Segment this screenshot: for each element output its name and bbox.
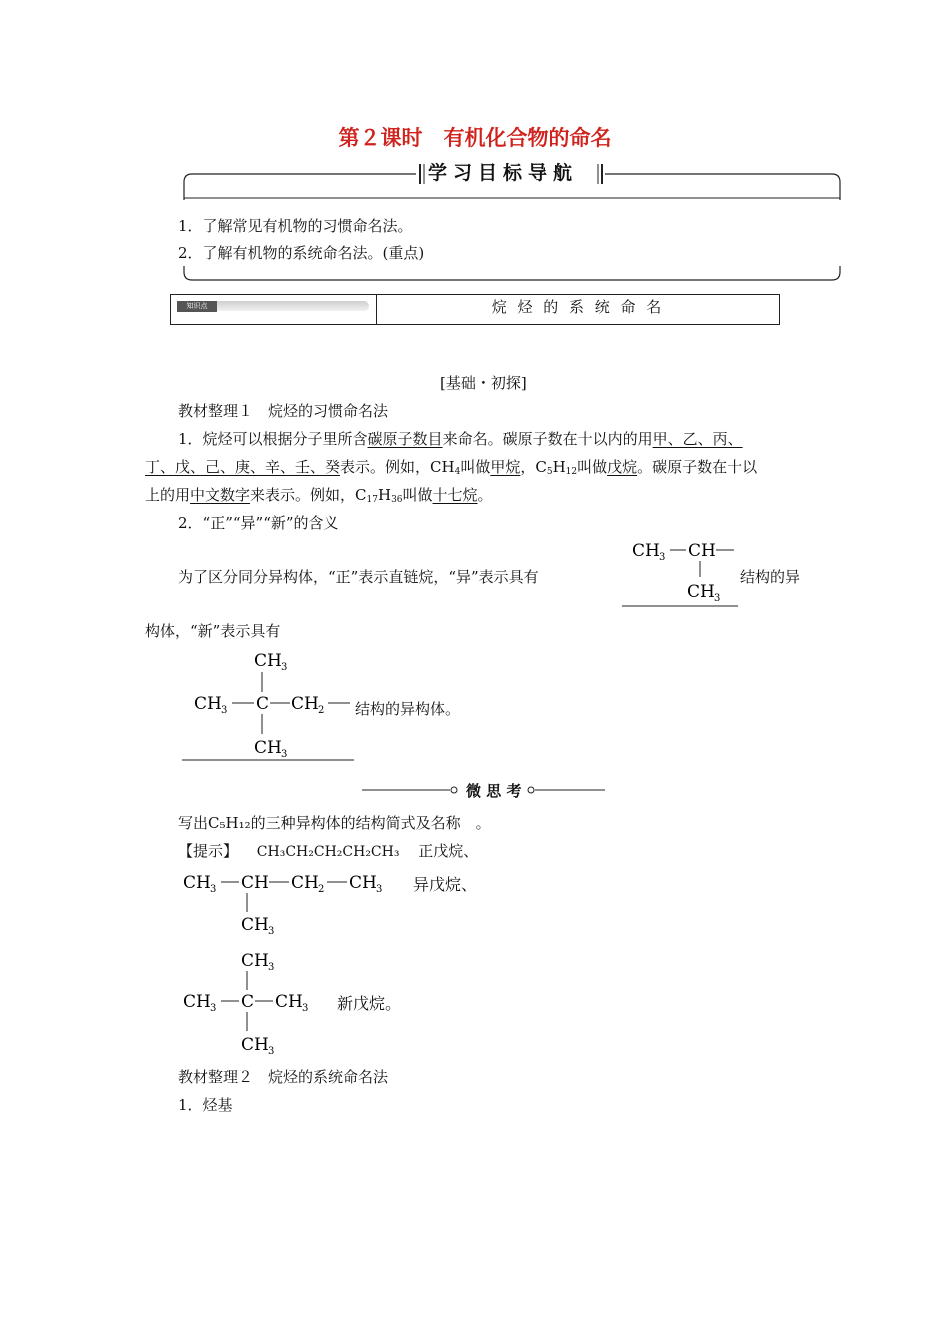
knowledge-tab-label: 知识点 <box>177 301 217 312</box>
iso-structure <box>620 535 740 610</box>
svg-text:CH: CH <box>241 915 269 935</box>
hint-label: 【提示】 <box>178 842 239 860</box>
svg-text:CH: CH <box>291 694 319 714</box>
page-title: 第２课时 有机化合物的命名 <box>338 126 612 150</box>
knowledge-tab-cell <box>171 295 377 324</box>
svg-text:3: 3 <box>268 1046 275 1057</box>
isopentane-structure <box>175 862 415 938</box>
svg-text:C: C <box>241 992 255 1012</box>
svg-text:3: 3 <box>714 593 721 604</box>
svg-text:3: 3 <box>268 926 275 937</box>
textbook-section-2: 教材整理２ 烷烃的系统命名法 <box>178 1068 389 1086</box>
objective-item: 2．了解有机物的系统命名法。(重点) <box>178 244 425 262</box>
tab-bar-decoration <box>217 301 369 311</box>
paragraph-line: 上的用中文数字来表示。例如，$C_{17}H_{36}$叫做十七烷。 <box>145 486 493 505</box>
objective-item: 1．了解常见有机物的习惯命名法。 <box>178 217 413 235</box>
basic-label: [基础・初探] <box>440 374 527 392</box>
svg-text:CH: CH <box>275 992 303 1012</box>
svg-text:CH: CH <box>183 873 211 893</box>
svg-text:CH: CH <box>254 738 282 758</box>
objectives-header: 学习目标导航 <box>428 162 579 184</box>
svg-text:CH: CH <box>254 651 282 671</box>
neopentane-name: 新戊烷。 <box>337 994 402 1013</box>
hint-formula: CH₃CH₂CH₂CH₂CH₃ <box>256 844 400 860</box>
svg-text:CH: CH <box>688 541 716 561</box>
svg-text:3: 3 <box>210 1003 217 1014</box>
svg-text:CH: CH <box>241 1035 269 1055</box>
paragraph-line: 1．烷烃可以根据分子里所含碳原子数目来命名。碳原子数在十以内的用甲、乙、丙、 <box>178 430 743 448</box>
textbook-section-1: 教材整理１ 烷烃的习惯命名法 <box>178 402 389 420</box>
isopentane-name: 异戊烷、 <box>413 875 478 894</box>
svg-text:2: 2 <box>318 884 325 895</box>
svg-text:CH: CH <box>194 694 222 714</box>
svg-text:2: 2 <box>318 705 325 716</box>
svg-text:CH: CH <box>687 582 715 602</box>
svg-text:3: 3 <box>376 884 383 895</box>
neo-structure <box>180 642 360 764</box>
svg-text:3: 3 <box>659 552 666 563</box>
svg-text:CH: CH <box>241 873 269 893</box>
svg-text:C: C <box>256 694 270 714</box>
svg-text:3: 3 <box>281 749 288 760</box>
list-item: 1．烃基 <box>178 1096 233 1114</box>
svg-text:CH: CH <box>291 873 319 893</box>
paragraph-line-end: 结构的异 <box>740 568 801 586</box>
paragraph-line-end: 结构的异构体。 <box>355 700 461 718</box>
question-text: 写出C₅H₁₂的三种异构体的结构简式及名称 。 <box>178 814 491 832</box>
section-header-table <box>170 294 780 325</box>
svg-text:CH: CH <box>349 873 377 893</box>
svg-text:3: 3 <box>210 884 217 895</box>
svg-text:3: 3 <box>302 1003 309 1014</box>
svg-text:3: 3 <box>281 662 288 673</box>
paragraph-line: 构体，“新”表示具有 <box>145 622 281 640</box>
section-title: 烷 烃 的 系 统 命 名 <box>491 298 665 316</box>
svg-text:CH: CH <box>241 951 269 971</box>
hint-line <box>178 840 478 861</box>
svg-text:3: 3 <box>221 705 228 716</box>
svg-text:CH: CH <box>183 992 211 1012</box>
paragraph-line: 为了区分同分异构体，“正”表示直链烷，“异”表示具有 <box>178 568 539 586</box>
hint-name: 正戊烷、 <box>418 842 479 860</box>
svg-text:CH: CH <box>632 541 660 561</box>
micro-think-label: 微 思 考 <box>466 782 522 800</box>
paragraph-line: 丁、戊、己、庚、辛、壬、癸表示。例如，$CH_4$叫做甲烷，$C_5H_{12}$叫做戊烷。碳原子数在十以 <box>145 458 758 477</box>
svg-text:3: 3 <box>268 962 275 973</box>
paragraph-heading: 2．“正”“异”“新”的含义 <box>178 514 339 532</box>
